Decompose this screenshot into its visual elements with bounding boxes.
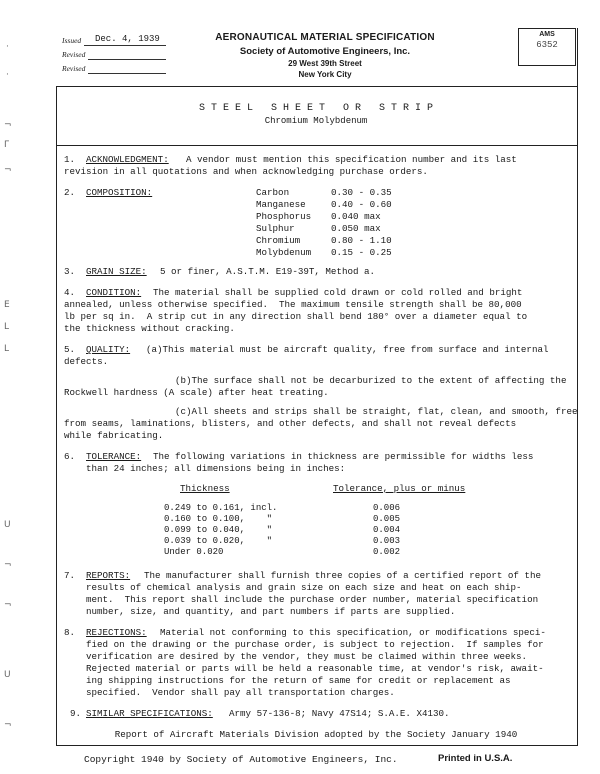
element-value: 0.30 - 0.35 — [331, 187, 392, 198]
section-text: (a)This material must be aircraft quality, free from surface and internal — [146, 344, 549, 355]
table-cell: 0.003 — [373, 536, 401, 546]
section-text: ment. This report shall include the purchase order number, material specification — [86, 594, 539, 605]
section-text: fied on the drawing or the purchase order, is subject to rejection. If samples for — [86, 639, 544, 650]
section-text: than 24 inches; all dimensions being in inches: — [86, 463, 346, 474]
table-cell: 0.249 to 0.161, incl. — [164, 503, 278, 513]
section-text: ing shipping instructions for the return of same for credit or replacement as — [86, 675, 511, 686]
element-value: 0.80 - 1.10 — [331, 235, 392, 246]
table-cell: Under 0.020 — [164, 547, 224, 557]
frame-bottom — [56, 745, 578, 746]
printed-in: Printed in U.S.A. — [438, 753, 513, 764]
frame-rule — [56, 86, 578, 87]
ams-number: 6352 — [536, 40, 558, 50]
ams-label: AMS — [539, 31, 555, 38]
section-text: verification are desired by the vendor, they must be claimed within three weeks. — [86, 651, 528, 662]
section-text: lb per sq in. A strip cut in any direction shall bend 180° over a diameter equal to — [64, 311, 528, 322]
section-number: 6. — [64, 451, 76, 462]
section-heading: COMPOSITION: — [86, 187, 153, 198]
section-text: results of chemical analysis and grain size on each size and heat on each ship- — [86, 582, 522, 593]
section-number: 9. — [70, 708, 82, 719]
section-heading: REJECTIONS: — [86, 627, 147, 638]
frame-rule — [56, 145, 578, 146]
margin-mark: E — [4, 300, 10, 310]
margin-mark: ᒪ — [4, 344, 10, 354]
spec-title: AERONAUTICAL MATERIAL SPECIFICATION — [215, 32, 435, 43]
section-text: annealed, unless otherwise specified. The maximum tensile strength shall be 80,000 — [64, 299, 522, 310]
section-heading: ACKNOWLEDGMENT: — [86, 154, 169, 165]
table-cell: 0.005 — [373, 514, 401, 524]
section-number: 3. — [64, 266, 76, 277]
section-text: number, size, and quantity, and part numbers if parts are supplied. — [86, 606, 456, 617]
copyright: Copyright 1940 by Society of Automotive Engineers, Inc. — [84, 754, 398, 765]
margin-mark: ᒪ — [4, 322, 10, 332]
section-text: Material not conforming to this specification, or modifications speci- — [160, 627, 546, 638]
element-value: 0.15 - 0.25 — [331, 247, 392, 258]
revised-label: Revised — [62, 50, 86, 59]
margin-mark: ¬ — [4, 120, 12, 130]
table-cell: 0.004 — [373, 525, 401, 535]
society-name: Society of Automotive Engineers, Inc. — [239, 46, 411, 57]
table-cell: 0.099 to 0.040, " — [164, 525, 273, 535]
column-header: Thickness — [180, 483, 230, 494]
margin-mark: ᑌ — [4, 520, 11, 530]
street-address: 29 West 39th Street — [288, 59, 362, 68]
table-cell: 0.002 — [373, 547, 401, 557]
margin-mark: · — [6, 42, 9, 52]
table-cell: 0.006 — [373, 503, 401, 513]
section-number: 5. — [64, 344, 76, 355]
margin-mark: ¬ — [4, 600, 12, 610]
section-text: Rockwell hardness (A scale) after heat treating. — [64, 387, 329, 398]
margin-mark: ᑌ — [4, 670, 11, 680]
element-name: Phosphorus — [256, 211, 312, 222]
section-number: 8. — [64, 627, 76, 638]
section-number: 7. — [64, 570, 76, 581]
section-text: while fabricating. — [64, 430, 164, 441]
section-text: A vendor must mention this specification number and its last — [186, 154, 517, 165]
section-text: (b)The surface shall not be decarburized to the extent of affecting the — [175, 375, 567, 386]
table-cell: 0.160 to 0.100, " — [164, 514, 273, 524]
section-text: (c)All sheets and strips shall be straight, flat, clean, and smooth, free — [175, 406, 578, 417]
element-name: Molybdenum — [256, 247, 312, 258]
ams-box — [518, 28, 576, 66]
section-text: defects. — [64, 356, 109, 367]
element-name: Sulphur — [256, 223, 295, 234]
doc-subtitle: Chromium Molybdenum — [264, 116, 368, 126]
adoption-note: Report of Aircraft Materials Division adopted by the Society January 1940 — [114, 729, 518, 740]
frame-right — [577, 28, 578, 746]
table-cell: 0.039 to 0.020, " — [164, 536, 273, 546]
margin-mark: · — [6, 70, 9, 80]
issued-label: Issued — [62, 36, 82, 45]
section-text: Army 57-136-8; Navy 47S14; S.A.E. X4130. — [229, 708, 450, 719]
column-header: Tolerance, plus or minus — [333, 483, 466, 494]
issued-date: Dec. 4, 1939 — [95, 34, 160, 44]
element-value: 0.040 max — [331, 211, 381, 222]
section-text: from seams, laminations, blisters, and other defects, and shall not reveal defects — [64, 418, 517, 429]
element-name: Manganese — [256, 199, 306, 210]
element-value: 0.40 - 0.60 — [331, 199, 392, 210]
city: New York City — [298, 70, 352, 79]
section-text: The material shall be supplied cold drawn or cold rolled and bright — [153, 287, 523, 298]
doc-title: S T E E L S H E E T O R S T R I P — [198, 103, 434, 114]
section-text: Rejected material or parts will be held a reasonable time, at vendor's risk, await- — [86, 663, 544, 674]
section-heading: SIMILAR SPECIFICATIONS: — [86, 708, 213, 719]
section-number: 4. — [64, 287, 76, 298]
section-heading: CONDITION: — [86, 287, 142, 298]
margin-mark: ¬ — [4, 165, 12, 175]
section-text: The manufacturer shall furnish three copies of a certified report of the — [144, 570, 541, 581]
margin-mark: ¬ — [4, 560, 12, 570]
section-number: 2. — [64, 187, 76, 198]
section-heading: GRAIN SIZE: — [86, 266, 147, 277]
section-text: The following variations in thickness are permissible for widths less — [153, 451, 534, 462]
section-heading: REPORTS: — [86, 570, 131, 581]
margin-mark: ¬ — [4, 720, 12, 730]
section-number: 1. — [64, 154, 76, 165]
element-name: Carbon — [256, 187, 290, 198]
section-text: 5 or finer, A.S.T.M. E19-39T, Method a. — [160, 266, 376, 277]
section-text: revision in all quotations and when acknowledging purchase orders. — [64, 166, 428, 177]
frame-left — [56, 86, 57, 746]
revised-label-2: Revised — [62, 64, 86, 73]
margin-mark: ᒥ — [4, 140, 10, 150]
section-heading: QUALITY: — [86, 344, 131, 355]
element-value: 0.050 max — [331, 223, 381, 234]
section-text: specified. Vendor shall pay all transportation charges. — [86, 687, 395, 698]
section-heading: TOLERANCE: — [86, 451, 142, 462]
section-text: the thickness without cracking. — [64, 323, 235, 334]
element-name: Chromium — [256, 235, 301, 246]
